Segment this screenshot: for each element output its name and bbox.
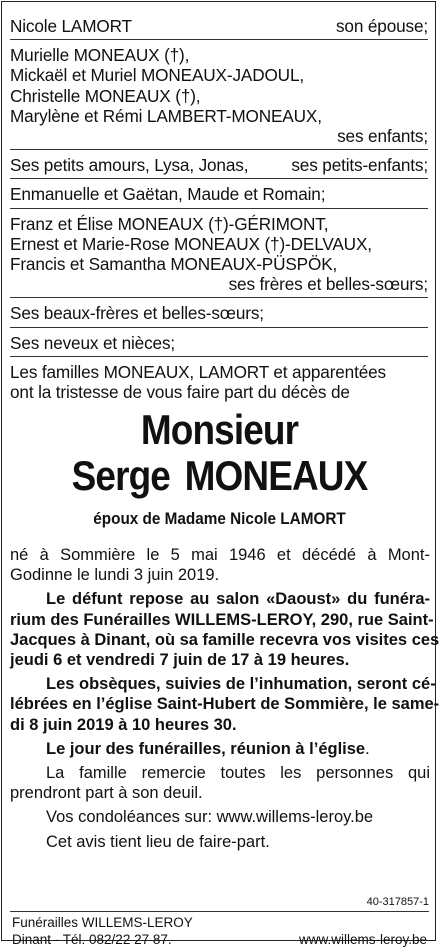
- deceased-subtitle: époux de Madame Nicole LAMORT: [93, 509, 346, 528]
- rest-line-4: jeudi 6 et vendredi 7 juin de 17 à 19 heures.: [10, 651, 350, 670]
- footer: [12, 914, 427, 948]
- notice-line: Cet avis tient lieu de faire-part.: [46, 832, 270, 851]
- footer-address: Dinant - Tél. 082/22 27 87.: [12, 932, 172, 947]
- divider: [10, 297, 428, 298]
- meeting-line: [10, 739, 430, 759]
- child-1: Murielle MONEAUX (†),: [10, 45, 190, 66]
- sibling-2: Ernest et Marie-Rose MONEAUX (†)-DELVAUX,: [10, 233, 372, 254]
- footer-contact-row: [12, 931, 427, 948]
- condolences-line: Vos condoléances sur: www.willems-leroy.be: [46, 808, 374, 827]
- divider: [10, 327, 428, 328]
- family-section: [10, 16, 428, 402]
- birth-line-2: Godinne le lundi 3 juin 2019.: [10, 566, 220, 585]
- funeral-line-1: Les obsèques, suivies de l’inhumation, seront cé-: [46, 675, 436, 694]
- rest-line-2: rium des Funérailles WILLEMS-LEROY, 290, rue Saint-: [10, 610, 434, 629]
- rest-line-1: Le défunt repose au salon «Daoust» du funéra-: [46, 590, 430, 609]
- spouse-line: [10, 16, 428, 36]
- spouse-name: Nicole LAMORT: [10, 16, 132, 36]
- siblings-role: ses frères et belles-sœurs;: [228, 274, 428, 295]
- grandchildren-line: [10, 155, 428, 175]
- spouse-role: son épouse;: [335, 16, 428, 36]
- deceased-name: Serge MONEAUX: [71, 452, 368, 499]
- meeting-end: .: [365, 739, 370, 758]
- rest-line-3: Jacques à Dinant, où sa famille recevra vos visites ces: [10, 630, 439, 649]
- divider: [10, 149, 428, 150]
- child-4: Marylène et Rémi LAMBERT-MONEAUX,: [10, 105, 322, 126]
- announcement-line: ont la tristesse de vous faire part du décès de: [10, 382, 350, 403]
- thanks-line-2: prendront part à son deuil.: [10, 784, 203, 803]
- footer-divider: [10, 911, 429, 912]
- sibling-3: Francis et Samantha MONEAUX-PÜSPÖK,: [10, 254, 338, 275]
- divider: [10, 178, 428, 179]
- nephews-line: Ses neveux et nièces;: [10, 332, 176, 353]
- footer-company: Funérailles WILLEMS-LEROY: [12, 915, 193, 930]
- funeral-line-3: di 8 juin 2019 à 10 heures 30.: [10, 715, 237, 734]
- divider: [10, 208, 428, 209]
- meeting-text: Le jour des funérailles, réunion à l’église: [46, 739, 366, 758]
- divider: [10, 39, 428, 40]
- reference-number: 40-317857-1: [366, 896, 429, 908]
- child-2: Mickaël et Muriel MONEAUX-JADOUL,: [10, 65, 304, 86]
- children-role: ses enfants;: [337, 126, 428, 147]
- grandchildren-names: Ses petits amours, Lysa, Jonas,: [10, 155, 249, 176]
- families-line: Les familles MONEAUX, LAMORT et apparentées: [10, 361, 386, 382]
- divider: [10, 356, 428, 357]
- birth-line-1: né à Sommière le 5 mai 1946 et décédé à Mont-: [10, 546, 430, 564]
- funeral-line-2: lébrées en l’église Saint-Hubert de Sommière, le same-: [10, 695, 439, 714]
- in-laws-line: Ses beaux-frères et belles-sœurs;: [10, 303, 264, 324]
- thanks-line-1: La famille remercie toutes les personnes qui: [46, 764, 430, 783]
- footer-website: www.willems-leroy.be: [298, 932, 427, 947]
- others-line: Enmanuelle et Gaëtan, Maude et Romain;: [10, 184, 326, 205]
- deceased-title: Monsieur: [140, 406, 299, 453]
- child-3: Christelle MONEAUX (†),: [10, 85, 201, 106]
- sibling-1: Franz et Élise MONEAUX (†)-GÉRIMONT,: [10, 213, 329, 234]
- grandchildren-role: ses petits-enfants;: [291, 155, 428, 176]
- details-section: [10, 545, 439, 852]
